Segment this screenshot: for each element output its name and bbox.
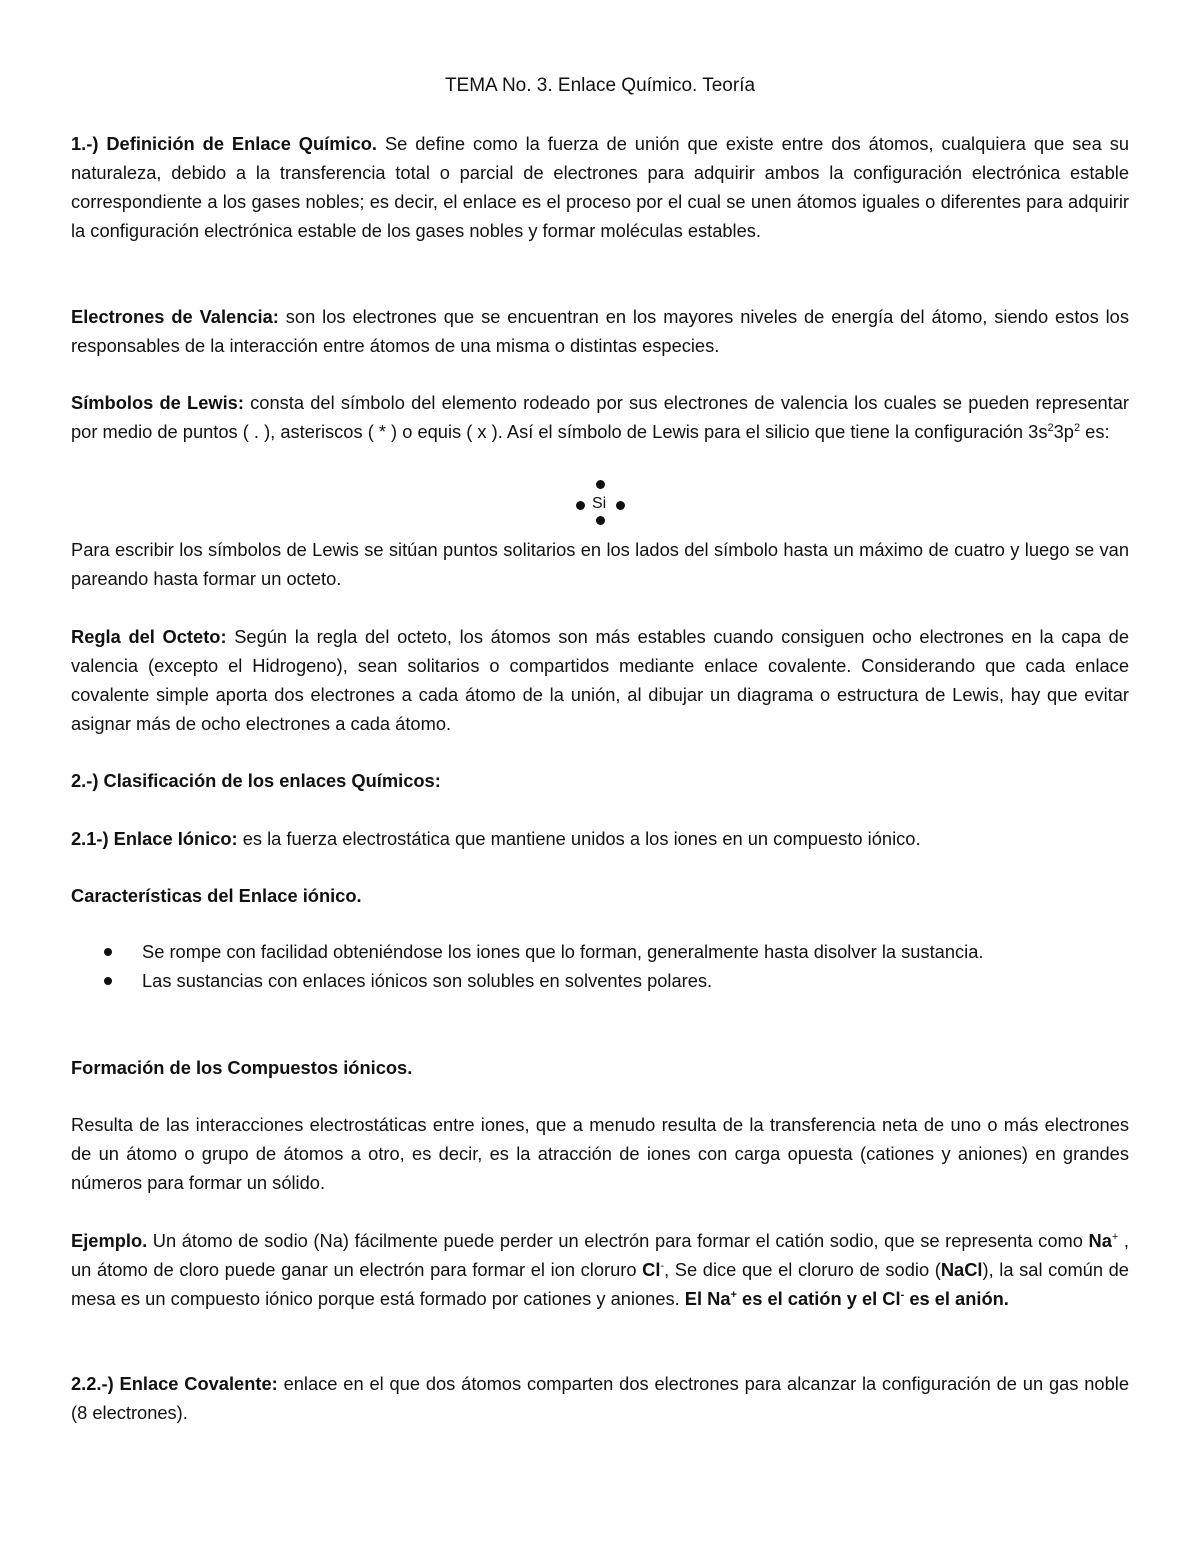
text-enlace-ionico: es la fuerza electrostática que mantiene unidos a los iones en un compuesto iónico. [237,828,921,849]
text-enlace-covalente: enlace en el que dos átomos comparten dos electrones para alcanzar la configuración de un gas noble (8 electrones). [71,1373,1129,1423]
text-lewis: consta del símbolo del elemento rodeado por sus electrones de valencia los cuales se pueden representar por medio de puntos ( . ), asteriscos ( * ) o equis ( x ). Así el símbolo de Lewis para el silicio que tiene la configuración 3s [71,392,1129,442]
text-ejemplo-2: , un átomo de cloro puede ganar un electrón para formar el ion cloruro [71,1230,1129,1280]
paragraph-enlace-covalente [71,1370,1129,1428]
heading-clasificacion [71,767,1129,796]
heading-formacion [71,1054,1129,1083]
charge-plus: + [1111,1230,1119,1243]
paragraph-formacion: Resulta de las interacciones electrostáticas entre iones, que a menudo resulta de la transferencia neta de uno o más electrones de un átomo o grupo de átomos a otro, es decir, es la atracción de iones con carga opuesta (cationes y aniones) en grandes números para formar un sólido. [71,1114,1129,1193]
list-item [71,967,1129,996]
heading-enlace-ionico: 2.1-) Enlace Iónico: [71,828,238,849]
heading-valencia: Electrones de Valencia: [71,306,279,327]
heading-clasificacion-text: 2.-) Clasificación de los enlaces Químicos: [71,770,441,791]
heading-caracteristicas [71,882,1129,911]
text-valencia: son los electrones que se encuentran en los mayores niveles de energía del átomo, siendo estos los responsables de la interacción entre átomos de una misma o distintas especies. [71,306,1129,356]
heading-octeto: Regla del Octeto: [71,626,227,647]
electron-dot-bottom [596,516,605,525]
conclusion-charge-minus: - [900,1288,905,1301]
page-title: TEMA No. 3. Enlace Químico. Teoría [444,75,756,96]
electron-dot-left [576,501,585,510]
text-lewis-end: es: [1080,420,1110,442]
superscript-s: 2 [1047,421,1054,434]
lewis-symbol-si: Si [592,495,607,512]
formula-na: Na [1088,1230,1112,1251]
text-ejemplo-3: , Se dice que el cloruro de sodio ( [664,1258,941,1280]
text-octeto: Según la regla del octeto, los átomos son más estables cuando consiguen ocho electrones en la capa de valencia (excepto el Hidrogeno), sean solitarios o compartidos mediante enlace covalente. Considerando que cada enlace covalente simple aporta dos electrones a cada átomo de la unión, al dibujar un diagrama o estructura de Lewis, hay que evitar asignar más de ocho electrones a cada átomo. [71,626,1130,734]
heading-lewis: Símbolos de Lewis: [71,392,244,413]
list-item-text: Se rompe con facilidad obteniéndose los iones que lo forman, generalmente hasta disolver la sustancia. [142,941,984,962]
paragraph-lewis-rules: Para escribir los símbolos de Lewis se sitúan puntos solitarios en los lados del símbolo hasta un máximo de cuatro y luego se van pareando hasta formar un octeto. [71,539,1129,589]
list-caracteristicas [71,938,1129,996]
list-item [71,938,1129,967]
superscript-p: 2 [1073,421,1081,434]
conclusion-part-1: El Na [684,1287,731,1309]
bullet-icon [104,948,112,956]
formula-cl: Cl [642,1258,661,1280]
heading-caracteristicas-text: Características del Enlace iónico. [71,885,362,906]
electron-dot-right [616,501,625,510]
conclusion-part-3: es el anión. [904,1287,1009,1309]
paragraph-enlace-ionico [71,825,1129,854]
charge-minus: - [660,1259,665,1272]
text-lewis-mid: 3p [1053,420,1074,442]
heading-formacion-text: Formación de los Compuestos iónicos. [71,1057,413,1078]
paragraph-ejemplo [71,1227,1129,1314]
text-ejemplo-4: ), la sal común de mesa es un compuesto iónico porque está formado por cationes y aniones. [71,1258,1129,1309]
lewis-structure-silicon [572,476,628,532]
text-ejemplo-1: Un átomo de sodio (Na) fácilmente puede perder un electrón para formar el catión sodio, que se representa como [147,1230,1089,1251]
paragraph-octeto [71,623,1129,739]
formula-nacl: NaCl [940,1258,983,1280]
electron-dot-top [596,480,605,489]
bullet-icon [104,977,112,985]
heading-ejemplo: Ejemplo. [71,1230,148,1251]
paragraph-definicion [71,130,1129,246]
paragraph-lewis [71,389,1129,447]
text-definicion: Se define como la fuerza de unión que existe entre dos átomos, cualquiera que sea su naturaleza, debido a la transferencia total o parcial de electrones para adquirir ambos la configuración electrónica estable correspondiente a los gases nobles; es decir, el enlace es el proceso por el cual se unen átomos iguales o diferentes para adquirir la configuración electrónica estable de los gases nobles y formar moléculas estables. [71,133,1130,241]
conclusion-ejemplo [685,1288,1009,1309]
heading-enlace-covalente: 2.2.-) Enlace Covalente: [71,1373,278,1394]
list-item-text: Las sustancias con enlaces iónicos son solubles en solventes polares. [142,969,713,991]
conclusion-part-2: es el catión y el Cl [736,1287,901,1309]
paragraph-valencia [71,303,1129,361]
conclusion-charge-plus: + [730,1288,737,1301]
heading-definicion: 1.-) Definición de Enlace Químico. [71,133,378,154]
